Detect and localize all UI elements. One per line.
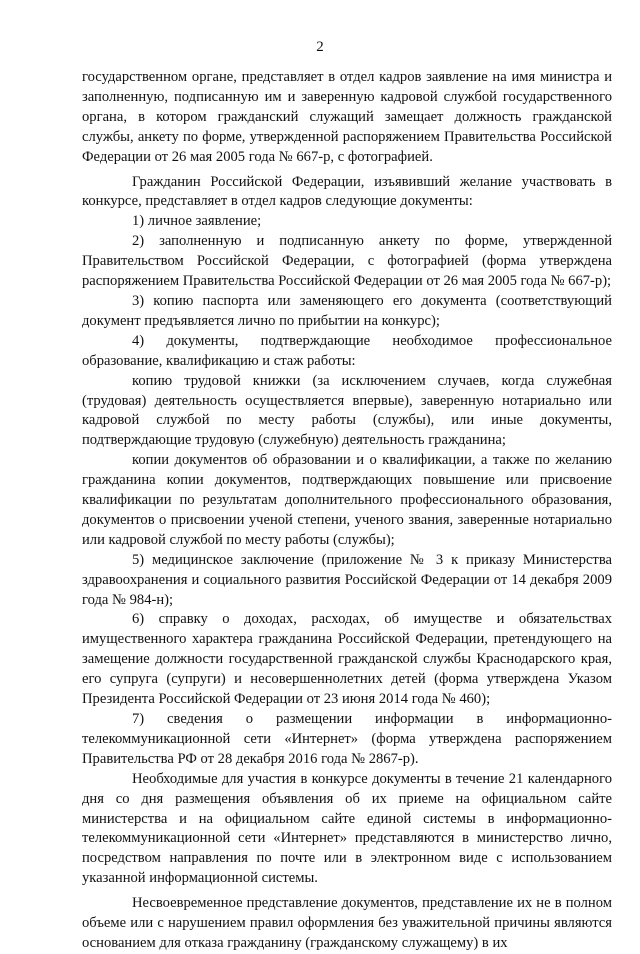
- list-subitem-labor-book: копию трудовой книжки (за исключением случаев, когда служебная (трудовая) деятельность осуществляется впервые), заверенную нотариально или кадровой службой по месту работы (службы), или иные документы, подтверждающие трудовую (служебную) деятельность гражданина;: [82, 372, 612, 449]
- paragraph-continuation: государственном органе, представляет в отдел кадров заявление на имя министра и заполненную, подписанную им и заверенную кадровой службой государственного органа, в котором гражданский служащий замещает должность гражданской службы, анкету по форме, утвержденной распоряжением Правительства Российской Федерации от 26 мая 2005 года № 667-р, с фотографией.: [82, 69, 612, 165]
- paragraph-submission: Необходимые для участия в конкурсе документы в течение 21 календарного дня со дня размещения объявления об их приеме на официальном сайте министерства и на официальном сайте единой системы в информационно-телекоммуникационной сети «Интернет» представляются в министерство лично, посредством направления по почте или в электронном виде с использованием указанной информационной системы.: [82, 770, 612, 887]
- page-number: 2: [316, 39, 324, 55]
- document-body: [82, 68, 612, 954]
- list-item-6: 6) справку о доходах, расходах, об имуществе и обязательствах имущественного характера гражданина Российской Федерации, претендующего на замещение должности государственной гражданской службы Краснодарского края, его супруга (супруги) и несовершеннолетних детей (форма утверждена Указом Президента Российской Федерации от 23 июня 2014 года № 460);: [82, 611, 612, 708]
- list-item-4: 4) документы, подтверждающие необходимое профессиональное образование, квалификацию и стаж работы:: [82, 332, 612, 369]
- list-item-2: 2) заполненную и подписанную анкету по форме, утвержденной Правительством Российской Федерации, с фотографией (форма утверждена распоряжением Правительства Российской Федерации от 26 мая 2005 года № 667-р);: [82, 233, 612, 290]
- list-item-7: 7) сведения о размещении информации в информационно-телекоммуникационной сети «Интернет» (форма утверждена распоряжением Правительства РФ от 28 декабря 2016 года № 2867-р).: [82, 711, 612, 767]
- paragraph-candidate-documents: Гражданин Российской Федерации, изъявивший желание участвовать в конкурсе, представляет в отдел кадров следующие документы:: [82, 173, 612, 210]
- list-subitem-education: копии документов об образовании и о квалификации, а также по желанию гражданина копии документов, подтверждающих повышение или присвоение квалификации по результатам дополнительного профессионального образования, документов о присвоении ученой степени, ученого звания, заверенные нотариально или кадровой службой по месту работы (службы);: [82, 452, 612, 548]
- list-item-3: 3) копию паспорта или заменяющего его документа (соответствующий документ предъявляется лично по прибытии на конкурс);: [82, 292, 612, 329]
- paragraph-late-submission: Несвоевременное представление документов, представление их не в полном объеме или с нарушением правил оформления без уважительной причины являются основанием для отказа гражданину (гражданскому служащему) в их: [82, 895, 612, 951]
- list-item-1: 1) личное заявление;: [132, 213, 262, 230]
- list-item-5: 5) медицинское заключение (приложение № 3 к приказу Министерства здравоохранения и социального развития Российской Федерации от 14 декабря 2009 года № 984-н);: [82, 551, 612, 608]
